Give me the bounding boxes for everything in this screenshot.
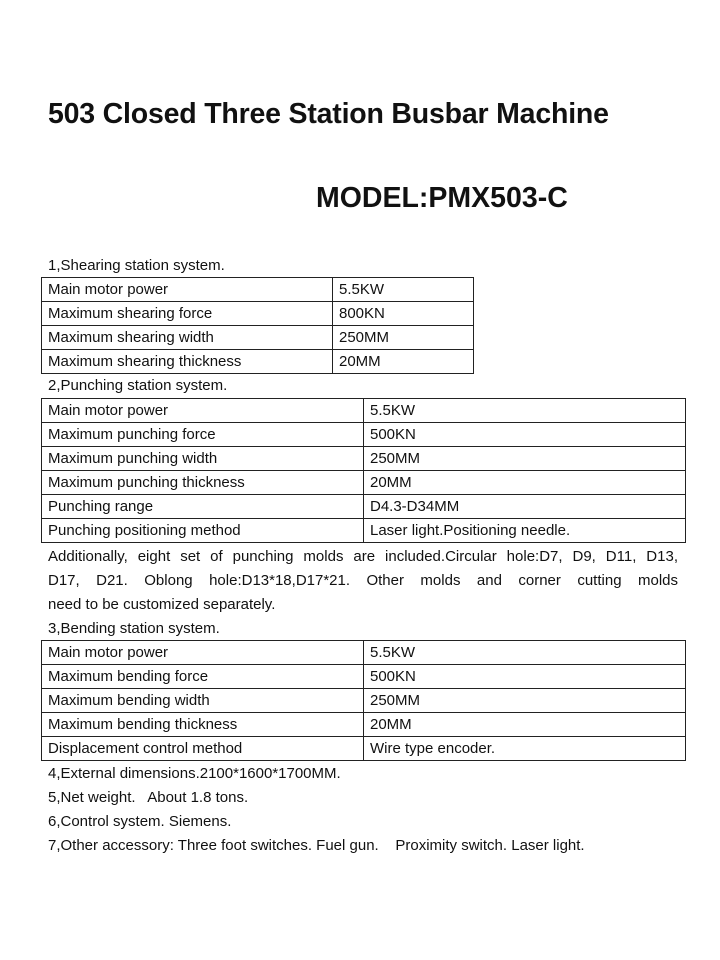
external-dimensions: 4,External dimensions.2100*1600*1700MM. [48,765,341,782]
table-row [42,447,686,471]
spec-value: 20MM [364,713,686,737]
bending-spec-table [41,640,686,761]
table-row [42,495,686,519]
spec-label: Maximum punching width [42,447,364,471]
spec-label: Maximum shearing thickness [42,350,333,374]
spec-value: 500KN [364,423,686,447]
spec-value: Wire type encoder. [364,737,686,761]
net-weight: 5,Net weight. About 1.8 tons. [48,789,249,806]
spec-value: Laser light.Positioning needle. [364,519,686,543]
table-row [42,350,474,374]
spec-value: 5.5KW [364,399,686,423]
table-row [42,737,686,761]
spec-label: Maximum bending thickness [42,713,364,737]
table-row [42,399,686,423]
table-row [42,689,686,713]
spec-value: 20MM [333,350,474,374]
spec-label: Displacement control method [42,737,364,761]
spec-value: 20MM [364,471,686,495]
shearing-spec-table [41,277,474,374]
spec-label: Main motor power [42,641,364,665]
table-row [42,278,474,302]
table-row [42,423,686,447]
spec-label: Punching range [42,495,364,519]
spec-label: Maximum shearing width [42,326,333,350]
punching-note [48,545,678,617]
spec-value: 800KN [333,302,474,326]
spec-label: Maximum punching thickness [42,471,364,495]
spec-value: 250MM [364,447,686,471]
punching-heading: 2,Punching station system. [48,377,228,394]
table-row [42,471,686,495]
control-system: 6,Control system. Siemens. [48,813,232,830]
note-line: need to be customized separately. [48,596,276,613]
shearing-heading: 1,Shearing station system. [48,257,225,274]
spec-label: Maximum bending width [42,689,364,713]
table-row [42,519,686,543]
spec-value: 5.5KW [333,278,474,302]
document-title: 503 Closed Three Station Busbar Machine [48,98,609,130]
spec-label: Punching positioning method [42,519,364,543]
note-line: Additionally, eight set of punching molds are included.Circular hole:D7, D9, D11, D13, [48,548,678,565]
model-number: MODEL:PMX503-C [316,182,568,214]
spec-value: 250MM [333,326,474,350]
spec-label: Maximum shearing force [42,302,333,326]
spec-label: Maximum punching force [42,423,364,447]
spec-value: 250MM [364,689,686,713]
spec-label: Maximum bending force [42,665,364,689]
table-row [42,326,474,350]
table-row [42,665,686,689]
bending-heading: 3,Bending station system. [48,620,220,637]
spec-value: 500KN [364,665,686,689]
note-line: D17, D21. Oblong hole:D13*18,D17*21. Other molds and corner cutting molds [48,572,678,589]
spec-value: 5.5KW [364,641,686,665]
spec-label: Main motor power [42,278,333,302]
table-row [42,641,686,665]
table-row [42,713,686,737]
table-row [42,302,474,326]
other-accessories: 7,Other accessory: Three foot switches. Fuel gun. Proximity switch. Laser light. [48,837,585,854]
spec-value: D4.3-D34MM [364,495,686,519]
punching-spec-table [41,398,686,543]
spec-label: Main motor power [42,399,364,423]
